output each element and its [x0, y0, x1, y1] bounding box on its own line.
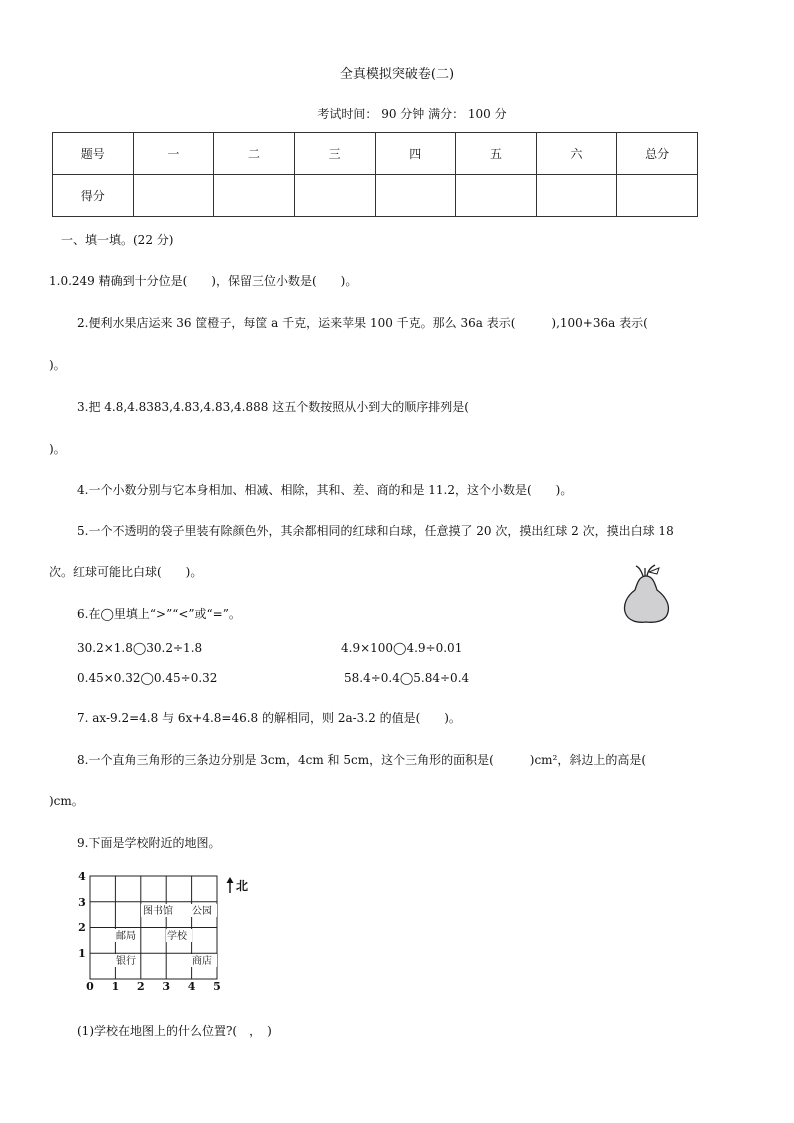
question-7: 7. ax-9.2=4.8 与 6x+4.8=46.8 的解相同，则 2a-3.2 的值是( )。: [77, 711, 461, 725]
school-area-map: [72, 868, 262, 996]
question-6: 6.在◯里填上“>”“<”或“=”。: [77, 607, 241, 621]
question-3-line-1: 3.把 4.8,4.8383,4.83,4.83,4.888 这五个数按照从小到大的顺序排列是(: [77, 400, 469, 414]
x-tick: 2: [136, 980, 145, 993]
score-cell[interactable]: [133, 175, 214, 217]
header-cell: 一: [133, 133, 214, 175]
score-cell[interactable]: [536, 175, 617, 217]
question-3-line-2: )。: [49, 442, 66, 456]
table-row: [53, 175, 698, 217]
place-shop: 商店: [192, 956, 212, 967]
question-1: 1.0.249 精确到十分位是( )，保留三位小数是( )。: [49, 274, 358, 288]
question-9: 9.下面是学校附近的地图。: [77, 836, 221, 850]
x-tick: 3: [162, 980, 171, 993]
north-label: 北: [236, 879, 249, 893]
question-8-line-1: 8.一个直角三角形的三条边分别是 3cm，4cm 和 5cm，这个三角形的面积是( )cm²，斜边上的高是(: [77, 753, 647, 767]
header-cell: 二: [214, 133, 295, 175]
north-arrow-icon: [227, 877, 234, 893]
score-cell[interactable]: [214, 175, 295, 217]
header-cell: 四: [375, 133, 456, 175]
row-label: 得分: [53, 175, 134, 217]
question-4: 4.一个小数分别与它本身相加、相减、相除，其和、差、商的和是 11.2，这个小数是( )。: [77, 483, 573, 497]
question-9-sub-1: (1)学校在地图上的什么位置?( ， ): [77, 1024, 272, 1038]
place-park: 公园: [192, 906, 212, 917]
header-cell: 三: [294, 133, 375, 175]
compare-item-1: 30.2×1.8◯30.2÷1.8: [77, 641, 203, 655]
header-cell: 六: [536, 133, 617, 175]
score-cell[interactable]: [375, 175, 456, 217]
compare-item-3: 0.45×0.32◯0.45÷0.32: [77, 671, 218, 685]
x-tick: 4: [187, 980, 196, 993]
ball-bag-icon: [621, 562, 671, 624]
x-tick: 1: [111, 980, 120, 993]
question-2-line-2: )。: [49, 358, 66, 372]
place-post-office: 邮局: [116, 931, 136, 942]
question-5-line-2: 次。红球可能比白球( )。: [49, 565, 203, 579]
score-cell[interactable]: [456, 175, 537, 217]
y-tick: 4: [78, 870, 86, 883]
x-tick: 0: [86, 980, 94, 993]
place-school: 学校: [167, 931, 187, 942]
header-cell: 五: [456, 133, 537, 175]
table-row: [53, 133, 698, 175]
score-cell[interactable]: [617, 175, 698, 217]
compare-item-2: 4.9×100◯4.9÷0.01: [341, 641, 463, 655]
page-title: 全真模拟突破卷(二): [339, 67, 455, 82]
question-8-line-2: )cm。: [49, 794, 84, 808]
section-heading: 一、填一填。(22 分): [61, 233, 174, 247]
y-tick: 2: [78, 921, 86, 934]
y-tick: 3: [78, 896, 86, 909]
header-cell: 总分: [617, 133, 698, 175]
compare-item-4: 58.4÷0.4◯5.84÷0.4: [344, 671, 470, 685]
question-5-line-1: 5.一个不透明的袋子里装有除颜色外，其余都相同的红球和白球，任意摸了 20 次，摸出红球 2 次，摸出白球 18: [77, 524, 674, 538]
score-table: [52, 132, 698, 217]
place-library: 图书馆: [143, 906, 173, 917]
x-tick: 5: [213, 980, 221, 993]
exam-info: 考试时间： 90 分钟 满分： 100 分: [317, 107, 507, 121]
header-cell: 题号: [53, 133, 134, 175]
question-2-line-1: 2.便利水果店运来 36 筐橙子，每筐 a 千克，运来苹果 100 千克。那么 36a 表示( ),100+36a 表示(: [77, 316, 648, 330]
score-cell[interactable]: [294, 175, 375, 217]
place-bank: 银行: [116, 956, 136, 967]
y-tick: 1: [78, 947, 86, 960]
